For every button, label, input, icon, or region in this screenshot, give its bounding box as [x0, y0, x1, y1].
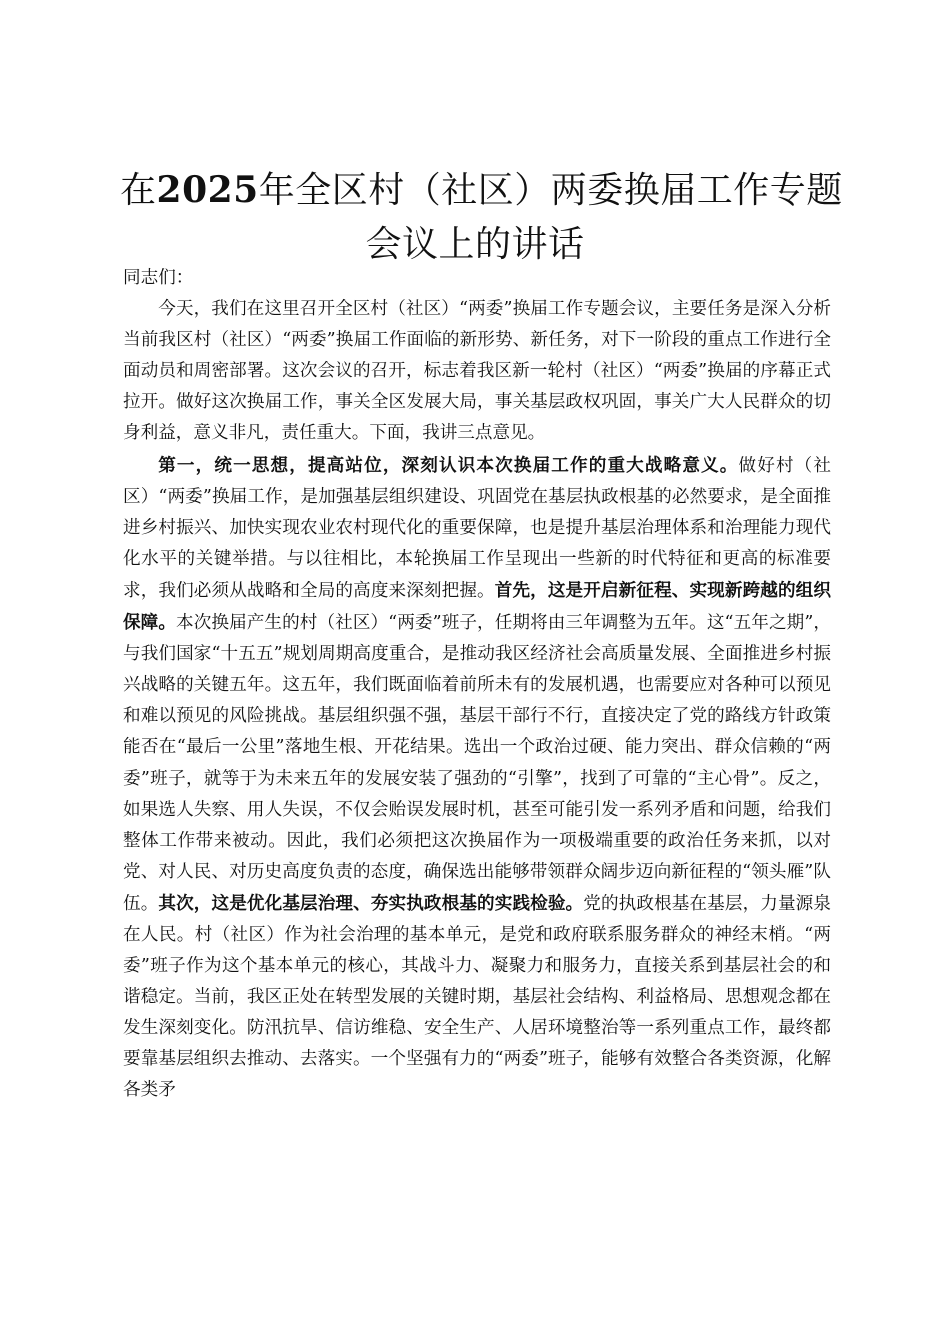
paragraph-intro: 今天，我们在这里召开全区村（社区）“两委”换届工作专题会议，主要任务是深入分析当前我区村（社区）“两委”换届工作面临的新形势、新任务，对下一阶段的重点工作进行全面动员和周密部署。这次会议的召开，标志着我区新一轮村（社区）“两委”换届的序幕正式拉开。做好这次换届工作，事关全区发展大局，事关基层政权巩固，事关广大人民群众的切身利益，意义非凡，责任重大。下面，我讲三点意见。 — [123, 299, 831, 444]
subpoint-second-text: 党的执政根基在基层，力量源泉在人民。村（社区）作为社会治理的基本单元，是党和政府联系服务群众的神经末梢。“两委”班子作为这个基本单元的核心，其战斗力、凝聚力和服务力，直接关系到基层社会的和谐稳定。当前，我区正处在转型发展的关键时期，基层社会结构、利益格局、思想观念都在发生深刻变化。防汛抗旱、信访维稳、安全生产、人居环境整治等一系列重点工作，最终都要靠基层组织去推动、去落实。一个坚强有力的“两委”班子，能够有效整合各类资源，化解各类矛 — [123, 893, 831, 1101]
first-point-text: 做好村（社区）“两委”换届工作，是加强基层组织建设、巩固党在基层执政根基的必然要求，是全面推进乡村振兴、加快实现农业农村现代化的重要保障，也是提升基层治理体系和治理能力现代化水平的关键举措。与以往相比，本轮换届工作呈现出一些新的时代特征和更高的标准要求，我们必须从战略和全局的高度来深刻把握。 — [123, 455, 831, 601]
document-title — [120, 163, 843, 272]
title-suffix: 年全区村（社区）两委换届工作专题 — [258, 170, 843, 211]
document-body — [123, 263, 831, 1107]
title-year: 2025 — [156, 169, 259, 211]
greeting: 同志们： — [123, 268, 194, 288]
title-prefix: 在 — [120, 170, 157, 211]
title-line-1 — [120, 163, 843, 218]
subpoint-first-text: 本次换届产生的村（社区）“两委”班子，任期将由三年调整为五年。这“五年之期”，与我们国家“十五五”规划周期高度重合，是推动我区经济社会高质量发展、全面推进乡村振兴战略的关键五年。这五年，我们既面临着前所未有的发展机遇，也需要应对各种可以预见和难以预见的风险挑战。基层组织强不强，基层干部行不行，直接决定了党的路线方针政策能否在“最后一公里”落地生根、开花结果。选出一个政治过硬、能力突出、群众信赖的“两委”班子，就等于为未来五年的发展安装了强劲的“引擎”，找到了可靠的“主心骨”。反之，如果选人失察、用人失误，不仅会贻误发展时机，甚至可能引发一系列矛盾和问题，给我们整体工作带来被动。因此，我们必须把这次换届作为一项极端重要的政治任务来抓，以对党、对人民、对历史高度负责的态度，确保选出能够带领群众阔步迈向新征程的“领头雁”队伍。 — [123, 613, 831, 914]
paragraph-first-point — [123, 450, 831, 1107]
title-line-2: 会议上的讲话 — [365, 224, 585, 265]
subpoint-first-heading: 首先，这是开启新征程、实现新跨越的组织保障。 — [123, 579, 831, 634]
subpoint-second-heading: 其次，这是优化基层治理、夯实执政根基的实践检验。 — [158, 892, 584, 914]
first-point-heading: 第一，统一思想，提高站位，深刻认识本次换届工作的重大战略意义。 — [158, 454, 739, 476]
